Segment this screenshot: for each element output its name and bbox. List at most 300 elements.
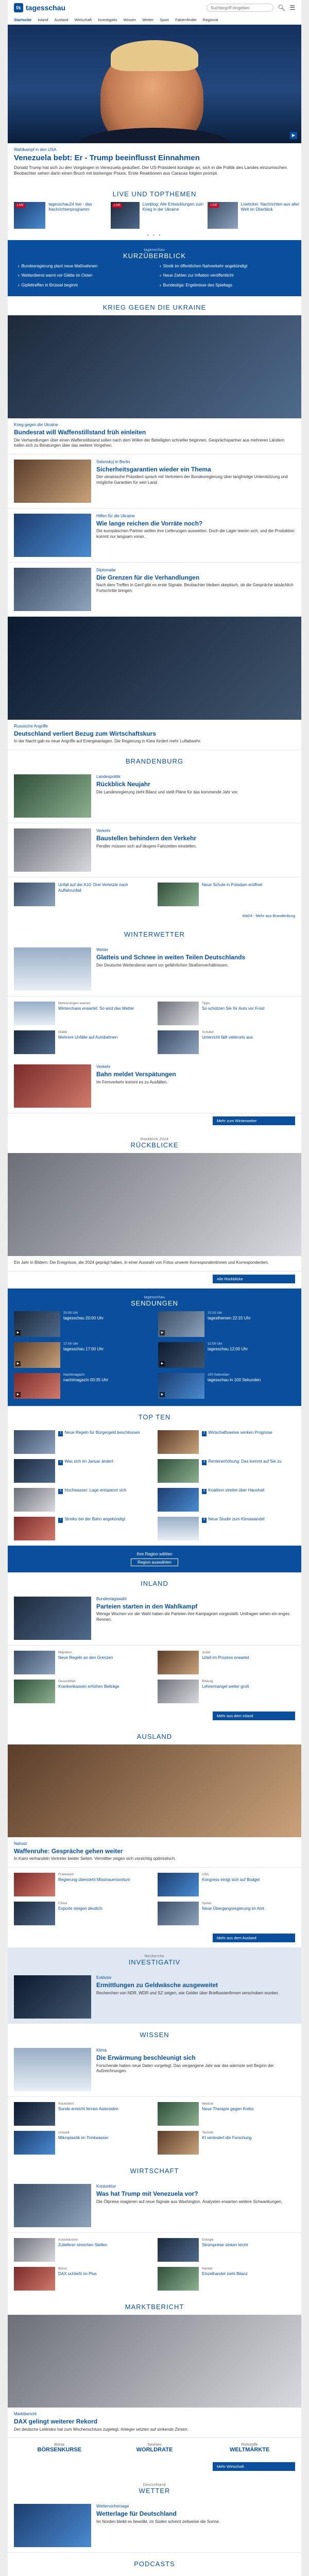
article-body [96,568,295,611]
article-text: Pendler müssen sich auf längere Fahrzeiten einstellen. [96,843,197,849]
ukraine-big-image[interactable] [8,617,301,720]
grid-thumbnail [14,1002,55,1025]
live-card[interactable] [111,202,203,229]
grid-thumbnail [158,1430,199,1454]
sendung-title: tagesschau 20:00 Uhr [63,1315,104,1320]
play-icon: ▶ [15,1392,21,1397]
sendung-time: 12:00 Uhr [208,1342,222,1346]
brandenburg-head [8,750,301,769]
section-kicker: tagesschau [144,1296,165,1300]
rueck-caption: Ein Jahr in Bildern: Die Ereignisse, die 2024 geprägt haben, in einer Auswahl von Fotos unserer Korrespondentinnen und Korrespondenten. [14,1260,269,1265]
article-topline: Landespolitik [96,774,121,779]
grid-caption [58,2238,107,2262]
sendung-item[interactable] [158,1342,295,1368]
section-title: WINTERWETTER [124,930,185,939]
sendung-item[interactable] [14,1342,151,1368]
grid-thumbnail [158,1902,199,1925]
article-topline: Verkehr [96,828,111,834]
winter-head [8,923,301,942]
article-title[interactable]: Baustellen behindern den Verkehr [96,835,197,842]
grid-kicker: China [58,1902,67,1906]
markt-label: Börse [54,2442,65,2447]
grid-title: KI verändert die Forschung [202,2135,252,2140]
grid-caption: Neue Schule in Potsdam eröffnet [202,883,263,888]
grid-title: Sonde erreicht fernen Asteroiden [58,2106,118,2111]
grid-caption [202,1680,249,1703]
sendung-title: nachtmagazin 00:35 Uhr [63,1377,109,1382]
wetter-article [8,2499,301,2553]
more-button[interactable]: Mehr aus dem Inland [213,1711,295,1720]
article-title[interactable]: Wetterlage für Deutschland [96,2510,177,2518]
kurz-list [18,264,291,288]
wetter-head [8,2476,301,2499]
inland-article [8,1591,301,1646]
rank-badge: 5 [58,1489,63,1494]
section-title: INVESTIGATIV [128,1958,181,1967]
grid-kicker: Glätte [58,1030,67,1035]
hero-text [8,143,301,183]
grid-item[interactable] [158,1873,295,1896]
topten-item[interactable] [14,1459,151,1483]
section-title: INLAND [141,1580,168,1588]
hero-topline: Wahlkampf in den USA [14,147,57,152]
grid-thumbnail [158,1651,199,1674]
markt-value: WORLDRATE [136,2447,173,2453]
article-thumbnail[interactable] [14,2048,91,2091]
topten-item[interactable] [14,1430,151,1454]
article-thumbnail[interactable] [14,514,91,557]
wirtschaft-article [8,2179,301,2233]
grid-caption [58,1488,126,1512]
article-thumbnail[interactable] [14,1597,91,1640]
article-text: Die Ölpreise reagieren auf neue Signale aus Washington. Analysten erwarten weitere Schwankungen. [96,2199,283,2204]
rank-badge: 7 [58,1518,63,1523]
hero-image[interactable] [8,25,301,143]
kurz-item[interactable]: › Gipfeltreffen in Brüssel beginnt [18,283,149,288]
search-input[interactable] [207,4,273,12]
article-thumbnail[interactable] [14,460,91,503]
grid-thumbnail [14,2102,55,2126]
grid-caption [202,1002,264,1025]
wirtschaft-head [8,2160,301,2179]
grid-kicker: Meteorologen warnen [58,1002,91,1006]
grid-item[interactable] [14,2267,151,2291]
grid-title: Wirtschaftsweise senken Prognose [208,1430,272,1435]
logo-text: tagesschau [26,4,66,12]
sendungen-grid [14,1311,295,1399]
ukraine-big-article [8,720,301,750]
grid-kicker: Medizin [202,2102,214,2106]
sendung-thumbnail [158,1373,204,1399]
main-nav [8,15,301,25]
grid-thumbnail [158,2267,199,2291]
markt-label: Rohstoffe [241,2442,258,2447]
live-badge: LIVE [112,204,122,208]
grid-kicker: Bildung [202,1680,213,1684]
play-icon: ▶ [160,1330,165,1335]
kurz-section [8,240,301,296]
live-caption: tagesschau24 live - das Nachrichtenprogramm [48,201,92,212]
more-button[interactable]: Mehr Wirtschaft [213,2462,295,2471]
article-body [96,1975,295,2019]
nav-item[interactable]: Wetter [142,18,154,22]
grid-item[interactable] [158,2102,295,2126]
grid-title: Neue Übergangsregierung im Amt [202,1906,264,1911]
rank-badge: 3 [58,1460,63,1465]
more-button[interactable]: Mehr zum Winterwetter [213,1116,295,1125]
grid-kicker: Tipps [202,1002,210,1006]
grid-title: Neue Therapie gegen Krebs [202,2106,254,2111]
article-thumbnail[interactable] [14,1064,91,1108]
grid-caption [202,2267,248,2291]
section-title: LIVE UND TOPTHEMEN [112,190,197,198]
section-kicker: Recherche [144,1955,165,1959]
inland-grid [8,1646,301,1708]
topten-item[interactable] [158,1459,295,1483]
hero-photo-suit [80,128,229,143]
grid-kicker: Frankreich [58,1873,74,1877]
grid-item[interactable] [14,2131,151,2155]
sendung-caption [63,1373,108,1399]
section-title: RÜCKBLICKE [130,1141,179,1149]
grid-item[interactable] [158,883,295,906]
grid-caption [58,2102,118,2126]
grid-kicker: Handel [202,2267,213,2271]
article-title[interactable]: Parteien starten in den Wahlkampf [96,1603,198,1611]
wissen-head [8,2024,301,2043]
region-selector [8,1546,301,1572]
grid-title: Streiks bei der Bahn angekündigt [64,1517,126,1522]
grid-caption [202,1651,249,1674]
section-kicker: tagesschau [144,248,165,252]
grid-item[interactable] [158,1002,295,1025]
sendung-item[interactable] [158,1373,295,1399]
article-body [96,828,295,872]
rank-badge: 4 [202,1460,207,1465]
ausland-article [8,1837,301,1868]
article-topline: Russische Angriffe [14,724,48,729]
grid-title: Kongress einigt sich auf Budget [202,1877,260,1882]
live-section-head [8,183,301,202]
topten-item[interactable] [14,1488,151,1512]
article-title[interactable]: Waffenruhe: Gespräche gehen weiter [14,1848,123,1855]
grid-item[interactable] [14,1002,151,1025]
article-topline: Exklusiv [96,1975,112,1980]
menu-icon[interactable]: ☰ [289,4,295,11]
grid-item[interactable] [14,1873,151,1896]
article-topline: Wetter [96,947,109,953]
nav-item[interactable]: Ausland [54,18,68,22]
grid-title: Koalition streitet über Haushalt [208,1488,265,1493]
article-text: Die Landesregierung zieht Bilanz und stellt Pläne für das kommende Jahr vor. [96,789,238,794]
sendung-time: 17:00 Uhr [63,1342,78,1346]
article-thumbnail[interactable] [14,2504,91,2547]
article-title[interactable]: Rückblick Neujahr [96,781,150,788]
sendung-caption [208,1373,261,1399]
investigativ-head [8,1947,301,1970]
markt-label: Devisen [147,2442,162,2447]
grid-title: Rentenerhöhung: Das kommt auf Sie zu [208,1459,282,1464]
hero-title[interactable]: Venezuela bebt: Er - Trump beeinflusst Einnahmen [14,154,200,162]
grid-caption [58,1680,119,1703]
article-title[interactable]: Die Erwärmung beschleunigt sich [96,2054,196,2062]
play-icon: ▶ [15,1330,21,1335]
grid-item[interactable] [14,1030,151,1054]
grid-title: Regierung übersteht Misstrauensvotum [58,1877,130,1882]
grid-thumbnail [158,1873,199,1896]
grid-caption [58,1459,113,1483]
grid-title: So schützen Sie Ihr Auto vor Frost [202,1006,265,1011]
article-topline: Hilfen für die Ukraine [96,514,135,519]
grid-item[interactable] [14,1651,151,1674]
ukraine-main-article [8,418,301,454]
topten-grid [8,1425,301,1546]
wirtschaft-grid [8,2233,301,2296]
article-thumbnail[interactable] [14,2184,91,2227]
article-topline: Krieg gegen die Ukraine [14,422,58,428]
nav-item[interactable]: Wirtschaft [74,18,92,22]
section-title: KURZÜBERBLICK [123,251,186,260]
more-button[interactable]: Alle Rückblicke [213,1275,295,1283]
wissen-article [8,2043,301,2097]
topten-item[interactable] [158,1430,295,1454]
grid-thumbnail [14,1651,55,1674]
sendung-title: tagesschau in 100 Sekunden [208,1377,261,1382]
grid-kicker: Börse [58,2267,67,2271]
grid-item[interactable] [158,1651,295,1674]
grid-title: Was sich im Januar ändert [64,1459,113,1464]
section-title: PODCASTS [134,2560,175,2568]
play-icon: ▶ [15,1361,21,1366]
brandenburg-article [8,769,301,823]
sendung-item[interactable] [158,1311,295,1337]
play-icon: ▶ [160,1392,165,1397]
rank-badge: 8 [202,1518,207,1523]
article-text: In Kairo verhandeln Vertreter beider Seiten. Vermittler zeigen sich vorsichtig optimistisch. [14,1856,176,1861]
grid-title: DAX schließt im Plus [58,2271,97,2276]
grid-item[interactable] [158,2131,295,2155]
nav-item[interactable]: Faktenfinder [175,18,197,22]
grid-title: Einzelhandel zieht Bilanz [202,2271,248,2276]
article-text: Forschende haben neue Daten vorgelegt. Das vergangene Jahr war das wärmste seit Beginn der Aufzeichnungen. [96,2063,274,2074]
grid-item[interactable] [158,2238,295,2262]
article-thumbnail[interactable] [14,1975,91,2019]
live-caption: Liveblog: Alle Entwicklungen zum Krieg in der Ukraine [142,201,203,212]
article-text: Die Verhandlungen über einen Waffenstillstand sollen nach dem Willen der Beteiligten schneller beginnen. Gesprächspartner aus mehreren Ländern trafen sich zu Beratungen über das weitere Vorgehen. [14,437,285,448]
grid-title: Neue Studie zum Klimawandel [208,1517,265,1522]
sendung-caption [208,1342,248,1368]
nav-item[interactable]: Startseite [14,18,32,22]
nav-item[interactable]: Investigativ [98,18,117,22]
sendung-caption [63,1311,104,1337]
grid-thumbnail [158,1488,199,1512]
markt-value: BÖRSENKURSE [37,2447,82,2453]
grid-item[interactable] [14,1902,151,1925]
article-title[interactable]: Bundesrat will Waffenstillstand früh einleiten [14,429,146,436]
grid-thumbnail [14,1680,55,1703]
nav-item[interactable]: Sport [160,18,169,22]
grid-caption [58,1902,102,1925]
sendung-title: tagesschau 17:00 Uhr [63,1346,104,1351]
hero-photo-hair [111,40,198,71]
grid-item[interactable] [158,2267,295,2291]
grid-item[interactable] [14,2102,151,2126]
article-body [96,460,295,503]
grid-kicker: Schulen [202,1030,214,1035]
ukraine-article [8,454,301,509]
header-actions [207,4,295,12]
grid-item[interactable] [14,2238,151,2262]
grid-item[interactable] [158,1680,295,1703]
grid-item[interactable] [158,1030,295,1054]
grid-title: Exporte steigen deutlich [58,1906,102,1911]
topten-item[interactable] [158,1488,295,1512]
grid-title: Hochwasser: Lage entspannt sich [64,1488,127,1493]
grid-caption [58,2131,109,2155]
markt-link[interactable] [109,2442,200,2453]
brandenburg-article [8,823,301,877]
winter-article [8,942,301,996]
region-dropdown[interactable]: Region auswählen [131,1558,178,1566]
grid-title: Zulieferer streichen Stellen [58,2242,108,2247]
grid-thumbnail [14,1488,55,1512]
rueck-image[interactable] [8,1153,301,1256]
grid-thumbnail [14,1430,55,1454]
grid-thumbnail [158,1459,199,1483]
grid-thumbnail [158,1030,199,1054]
kurz-item[interactable]: › Bundesliga: Ergebnisse des Spieltags [160,283,291,288]
article-title[interactable]: Bahn meldet Verspätungen [96,1071,176,1078]
search-icon[interactable]: 🔍︎ [278,4,286,11]
kurz-item[interactable]: › Streik im öffentlichen Nahverkehr angekündigt [160,264,291,269]
kurz-item[interactable]: › Neue Zahlen zur Inflation veröffentlicht [160,273,291,278]
article-thumbnail[interactable] [14,774,91,818]
logo[interactable] [14,3,65,12]
podcast-article [8,2572,301,2576]
grid-caption [58,1430,140,1454]
article-thumbnail[interactable] [14,568,91,611]
article-text: Nach dem Treffen in Genf gibt es erste Signale. Beobachter bleiben skeptisch, ob die Gespräche tatsächlich Fortschritte bringen. [96,583,294,594]
markt-link[interactable] [204,2442,295,2453]
grid-title: Krankenkassen erhöhen Beiträge [58,1684,119,1689]
ukraine-main-image[interactable] [8,315,301,418]
article-text: Der Deutsche Wetterdienst warnt vor gefährlichen Straßenverhältnissen. [96,962,229,968]
article-text: Im Fernverkehr kommt es zu Ausfällen. [96,1079,168,1084]
article-body [96,2504,295,2547]
grid-title: Unterricht fällt vielerorts aus [202,1035,253,1040]
sendung-time: 100 Sekunden [208,1373,229,1377]
article-title[interactable]: Die Grenzen für die Verhandlungen [96,574,200,582]
markt-link[interactable] [14,2442,105,2453]
markt-image[interactable] [8,2315,301,2408]
grid-caption [58,1002,134,1025]
region-label: Ihre Region wählen [136,1552,173,1557]
article-title[interactable]: Deutschland verliert Bezug zum Wirtschaftskurs [14,730,156,738]
article-title[interactable]: Was hat Trump mit Venezuela vor? [96,2190,198,2198]
grid-item[interactable] [14,1680,151,1703]
article-title[interactable]: Ermittlungen zu Geldwäsche ausgeweitet [96,1981,218,1989]
article-body [96,514,295,557]
grid-kicker: Raumfahrt [58,2102,74,2106]
content-wrapper [8,0,301,2576]
section-title: AUSLAND [136,1733,173,1741]
live-card[interactable] [208,202,300,229]
article-title[interactable]: Sicherheitsgarantien wieder ein Thema [96,466,211,473]
article-topline: Klima [96,2048,107,2053]
markt-head [8,2296,301,2315]
winter-grid [8,996,301,1059]
sendung-item[interactable] [14,1311,151,1337]
sendungen-head [14,1289,295,1311]
nav-item[interactable]: Wissen [123,18,136,22]
topten-item[interactable] [14,1517,151,1540]
more-button[interactable]: Mehr aus dem Ausland [213,1934,295,1942]
article-title[interactable]: Glatteis und Schnee in weiten Teilen Deutschlands [96,954,246,961]
more-link[interactable]: rbb24 - Mehr aus Brandenburg [242,913,295,919]
rank-badge: 2 [202,1431,207,1436]
article-title[interactable]: Wie lange reichen die Vorräte noch? [96,520,203,528]
grid-kicker: Autoindustrie [58,2238,78,2242]
grid-caption [202,1430,272,1454]
nav-item[interactable]: Inland [38,18,48,22]
live-thumbnail [208,202,238,229]
grid-title: Neue Regeln an den Grenzen [58,1655,113,1660]
live-card[interactable] [14,202,107,229]
article-title[interactable]: DAX gelingt weiterer Rekord [14,2418,98,2426]
kurz-item[interactable]: › Bundesregierung plant neue Maßnahmen [18,264,149,269]
rank-badge: 6 [202,1489,207,1494]
video-icon[interactable]: ▶ [290,132,297,139]
logo-mark: ts [14,3,23,12]
topten-item[interactable] [158,1517,295,1540]
grid-kicker: Energie [202,2238,214,2242]
grid-caption [202,1488,264,1512]
sendung-item[interactable] [14,1373,151,1399]
carousel-dots[interactable]: ● ● ● [147,233,162,237]
article-thumbnail[interactable] [14,828,91,872]
grid-caption [202,2131,252,2155]
sendung-time: 20:00 Uhr [63,1311,78,1315]
article-body [96,2048,295,2091]
grid-kicker: Justiz [202,1651,211,1655]
grid-item[interactable] [158,1902,295,1925]
nav-item[interactable]: Regional [202,18,218,22]
section-title: WISSEN [140,2031,169,2039]
article-text: In der Nacht gab es neue Angriffe auf Energieanlagen. Die Regierung in Kiew fordert mehr Luftabwehr. [14,739,201,744]
grid-title: Mikroplastik im Trinkwasser [58,2135,109,2140]
ausland-image[interactable] [8,1744,301,1837]
grid-thumbnail [14,1459,55,1483]
grid-kicker: Technik [202,2131,214,2135]
grid-thumbnail [14,2238,55,2262]
kurz-head [18,246,291,264]
article-thumbnail[interactable] [14,947,91,991]
ukraine-article [8,563,301,617]
grid-caption [202,2102,253,2126]
grid-thumbnail [158,2238,199,2262]
grid-title: Neue Regeln für Bürgergeld beschlossen [64,1430,140,1435]
sendung-thumbnail [14,1342,60,1368]
ukraine-head [8,296,301,315]
kurz-item[interactable]: › Wetterdienst warnt vor Glätte im Osten [18,273,149,278]
article-topline: Konjunktur [96,2184,116,2189]
markt-links [8,2438,301,2459]
section-title: MARKTBERICHT [125,2303,184,2311]
grid-item[interactable] [14,883,151,906]
inland-head [8,1572,301,1591]
grid-thumbnail [14,2131,55,2155]
grid-caption [202,1902,264,1925]
